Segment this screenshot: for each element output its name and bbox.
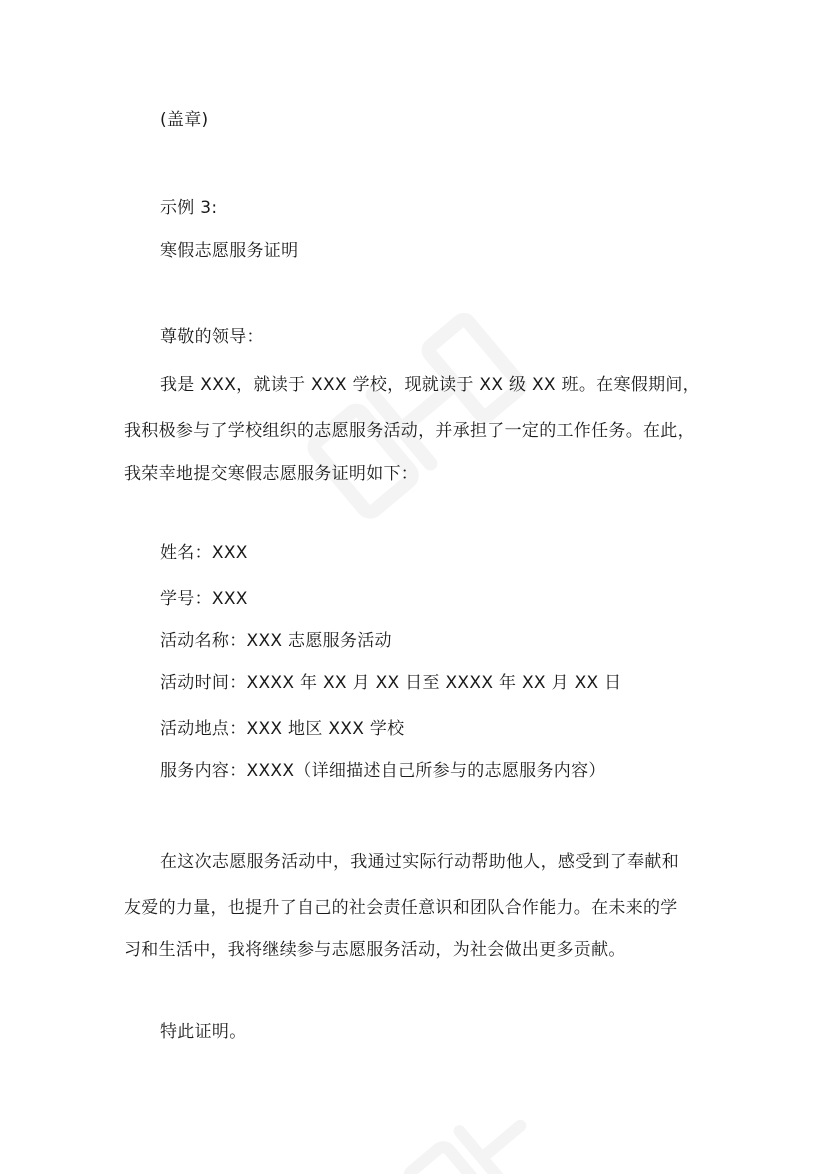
- field-student-id: 学号：XXX: [160, 589, 248, 609]
- conclusion-line-1: 在这次志愿服务活动中，我通过实际行动帮助他人，感受到了奉献和: [160, 852, 679, 872]
- watermark-logo-bottom: [380, 1080, 580, 1174]
- document-title: 寒假志愿服务证明: [160, 241, 299, 261]
- intro-line-3: 我荣幸地提交寒假志愿服务证明如下：: [124, 464, 419, 484]
- example-label: 示例 3:: [160, 198, 218, 218]
- field-activity-location: 活动地点：XXX 地区 XXX 学校: [160, 719, 405, 739]
- seal-text: (盖章): [160, 110, 209, 130]
- intro-line-1: 我是 XXX，就读于 XXX 学校，现就读于 XX 级 XX 班。在寒假期间，: [160, 375, 700, 395]
- conclusion-line-3: 习和生活中，我将继续参与志愿服务活动，为社会做出更多贡献。: [124, 940, 626, 960]
- closing-text: 特此证明。: [160, 1022, 247, 1042]
- intro-line-2: 我积极参与了学校组织的志愿服务活动，并承担了一定的工作任务。在此，: [124, 421, 695, 441]
- salutation: 尊敬的领导：: [160, 327, 264, 347]
- conclusion-line-2: 友爱的力量，也提升了自己的社会责任意识和团队合作能力。在未来的学: [124, 898, 678, 918]
- field-service-content: 服务内容：XXXX（详细描述自己所参与的志愿服务内容）: [160, 761, 606, 781]
- field-activity-time: 活动时间：XXXX 年 XX 月 XX 日至 XXXX 年 XX 月 XX 日: [160, 673, 622, 693]
- field-activity-name: 活动名称：XXX 志愿服务活动: [160, 631, 392, 651]
- field-name: 姓名：XXX: [160, 543, 248, 563]
